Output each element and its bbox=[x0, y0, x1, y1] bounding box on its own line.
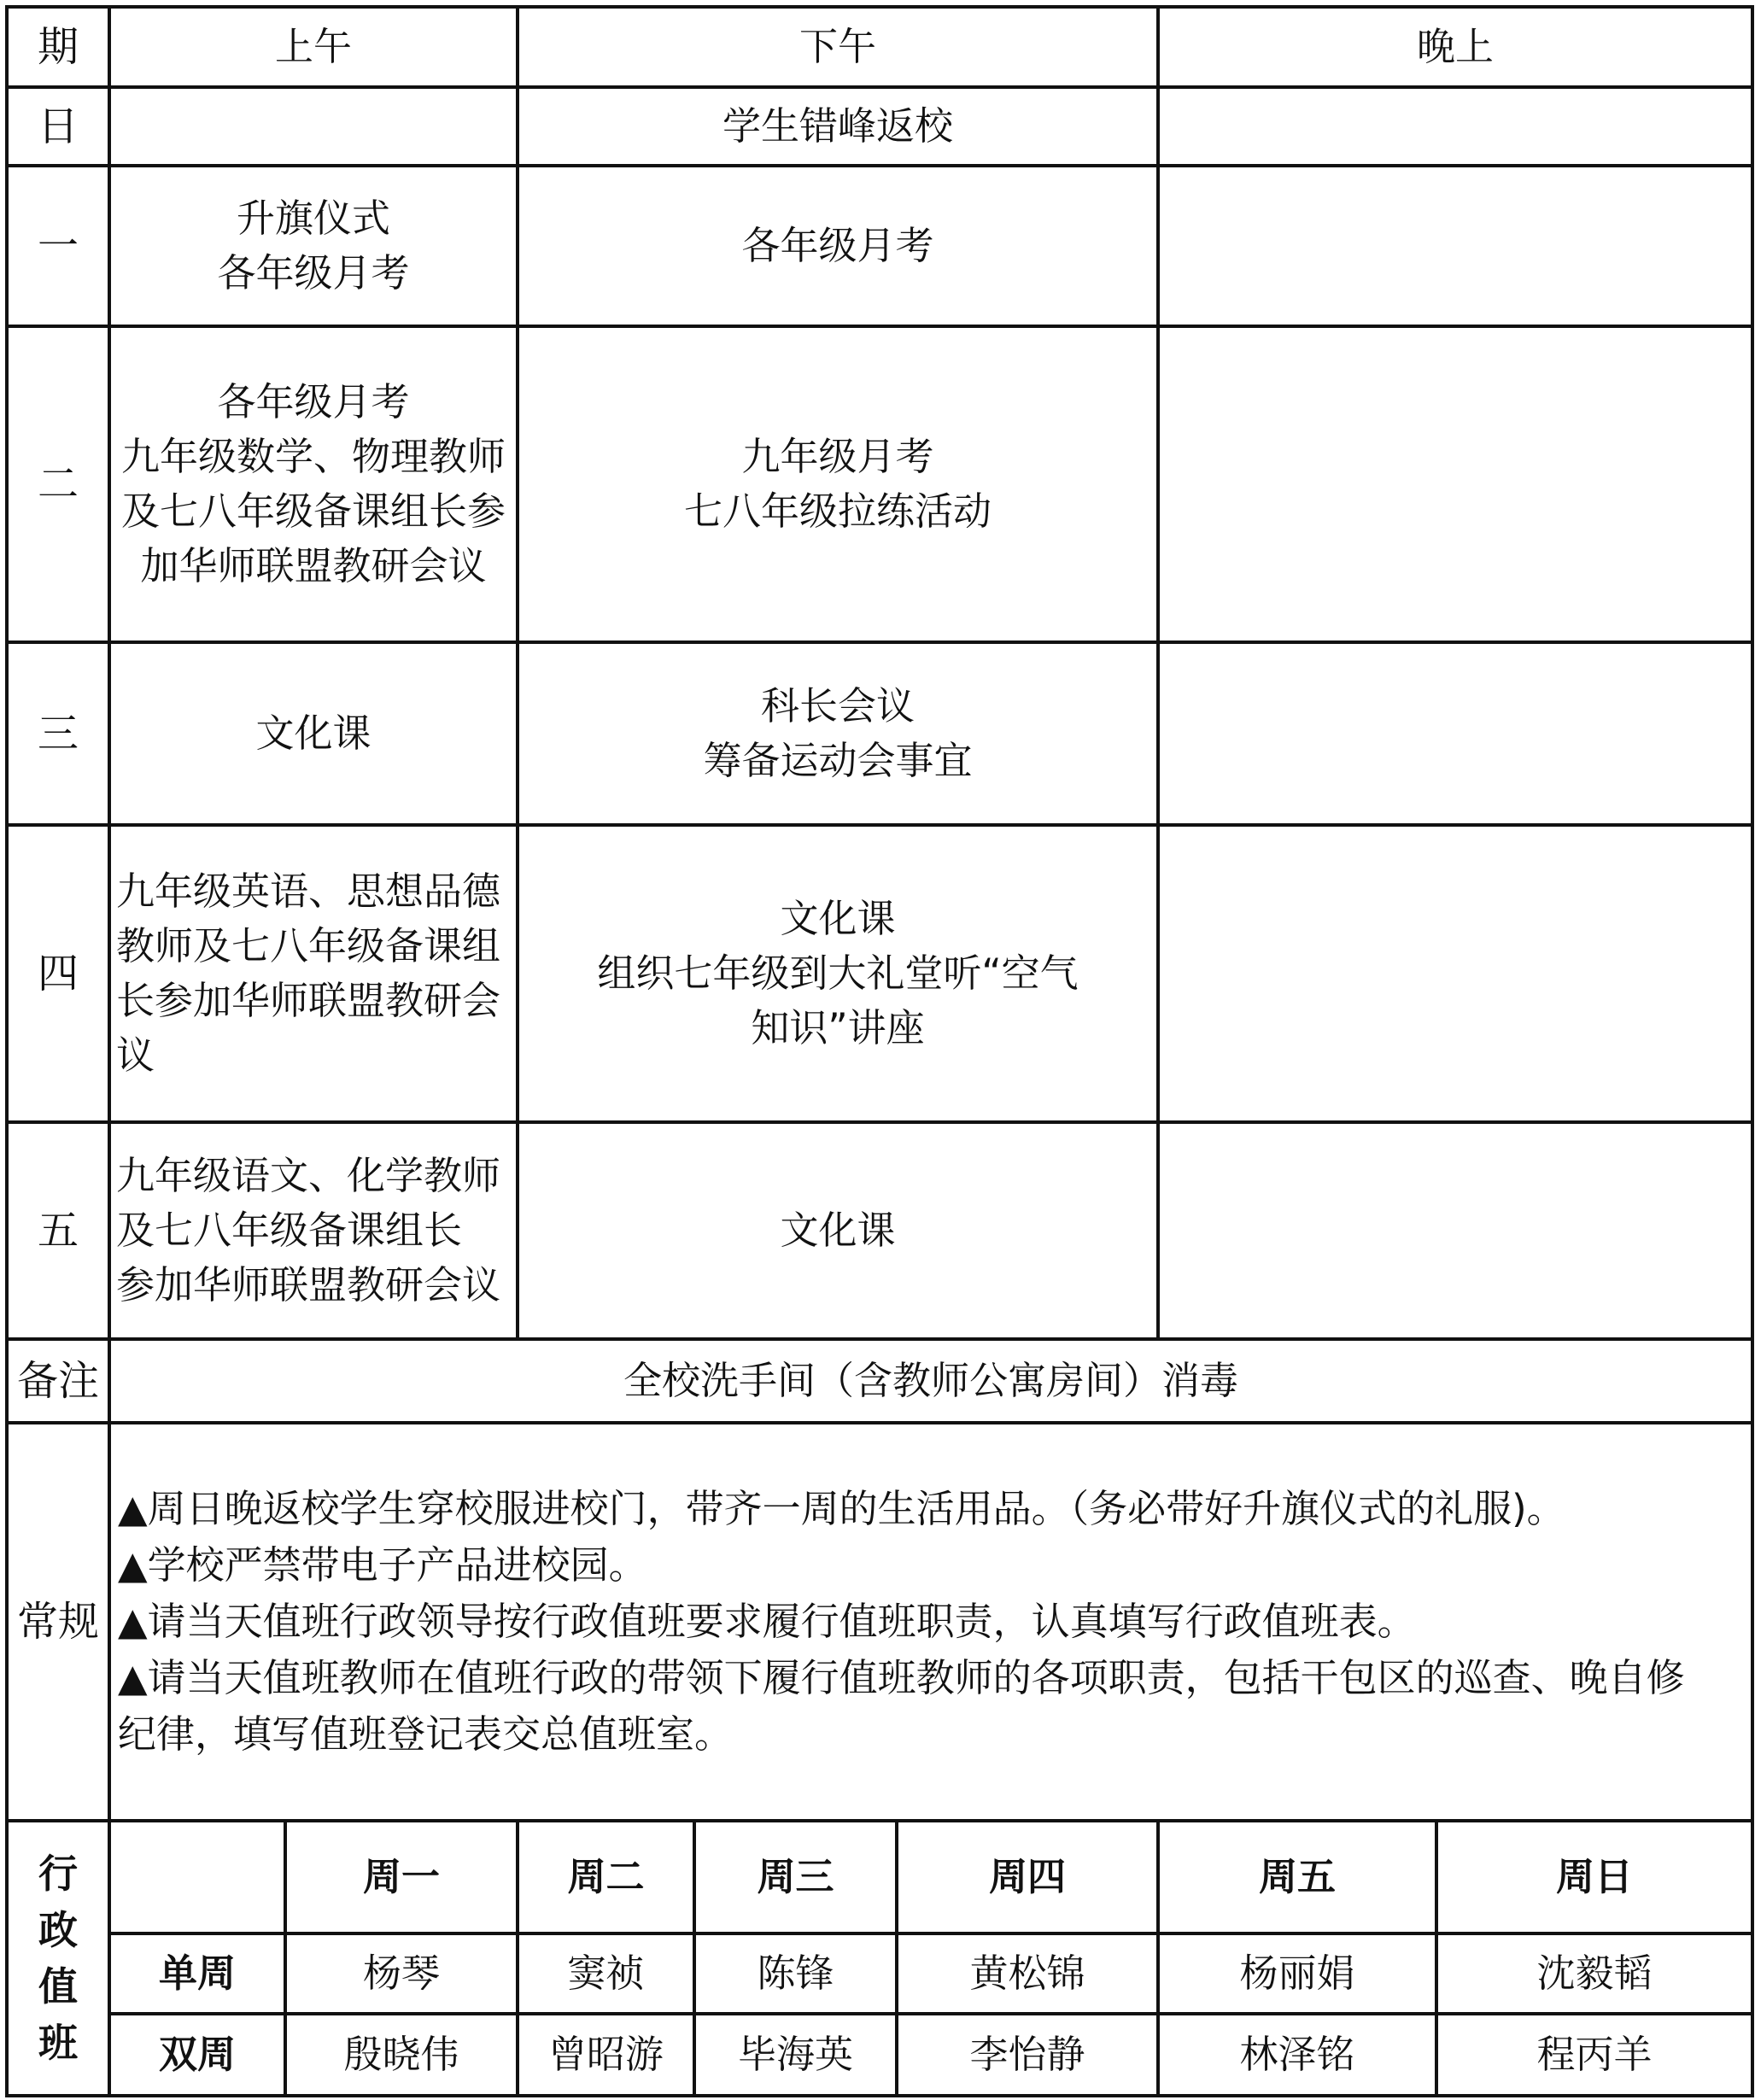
text-line: 议 bbox=[116, 1032, 155, 1078]
duty-name: 李怡静 bbox=[897, 2014, 1158, 2096]
day-label: 二 bbox=[7, 326, 109, 642]
remark-label: 备注 bbox=[7, 1339, 109, 1423]
row-monday bbox=[7, 166, 1752, 326]
duty-name: 殷晓伟 bbox=[285, 2014, 518, 2096]
remark-text: 全校洗手间（含教师公寓房间）消毒 bbox=[109, 1339, 1752, 1423]
duty-roster-table bbox=[5, 1819, 1754, 2097]
text-line: 组织七年级到大礼堂听“空气 bbox=[597, 951, 1079, 996]
text-line: 加华师联盟教研会议 bbox=[140, 543, 487, 588]
header-morning: 上午 bbox=[109, 7, 518, 87]
routine-line: ▲请当天值班教师在值班行政的带领下履行值班教师的各项职责，包括干包区的巡查、晚自修 bbox=[118, 1655, 1685, 1700]
text-line: 九年级语文、化学教师 bbox=[116, 1153, 501, 1198]
row-thursday bbox=[7, 825, 1752, 1122]
cell-morning bbox=[109, 87, 518, 166]
row-sunday bbox=[7, 87, 1752, 166]
text-line: 参加华师联盟教研会议 bbox=[116, 1262, 501, 1307]
duty-name: 杨琴 bbox=[285, 1933, 518, 2014]
routine-line: 纪律，填写值班登记表交总值班室。 bbox=[118, 1711, 734, 1757]
routine-line: ▲学校严禁带电子产品进校园。 bbox=[118, 1542, 647, 1588]
text-line: 九年级英语、思想品德 bbox=[116, 869, 501, 914]
text-line: 九年级数学、物理教师 bbox=[120, 434, 506, 479]
duty-label bbox=[7, 1821, 109, 2096]
header-evening: 晚上 bbox=[1158, 7, 1752, 87]
duty-name: 沈毅韬 bbox=[1436, 1933, 1752, 2014]
duty-name: 林泽铭 bbox=[1158, 2014, 1436, 2096]
cell-evening bbox=[1158, 1122, 1752, 1339]
text-line: 科长会议 bbox=[760, 683, 915, 728]
day-label: 四 bbox=[7, 825, 109, 1122]
duty-name: 陈锋 bbox=[694, 1933, 897, 2014]
row-wednesday bbox=[7, 642, 1752, 825]
duty-name: 黄松锦 bbox=[897, 1933, 1158, 2014]
duty-label-char: 班 bbox=[38, 2020, 78, 2066]
cell-afternoon: 文化课 bbox=[518, 1122, 1158, 1339]
header-afternoon: 下午 bbox=[518, 7, 1158, 87]
row-routine bbox=[7, 1423, 1752, 1821]
cell-afternoon: 学生错峰返校 bbox=[518, 87, 1158, 166]
cell-evening bbox=[1158, 166, 1752, 326]
duty-label-char: 政 bbox=[38, 1907, 78, 1953]
header-day: 期 bbox=[7, 7, 109, 87]
day-label: 一 bbox=[7, 166, 109, 326]
duty-name: 毕海英 bbox=[694, 2014, 897, 2096]
duty-day-header: 周三 bbox=[694, 1821, 897, 1933]
routine-line: ▲请当天值班行政领导按行政值班要求履行值班职责，认真填写行政值班表。 bbox=[118, 1599, 1416, 1644]
duty-name: 窦祯 bbox=[518, 1933, 694, 2014]
row-remark bbox=[7, 1339, 1752, 1423]
duty-corner bbox=[109, 1821, 285, 1933]
week-type-label: 单周 bbox=[109, 1933, 285, 2014]
duty-label-char: 行 bbox=[38, 1851, 78, 1897]
cell-afternoon bbox=[518, 326, 1158, 642]
text-line: 及七八年级备课组长 bbox=[116, 1208, 463, 1253]
duty-day-header: 周五 bbox=[1158, 1821, 1436, 1933]
duty-label-char: 值 bbox=[38, 1963, 78, 2009]
week-type-label: 双周 bbox=[109, 2014, 285, 2096]
duty-day-header: 周二 bbox=[518, 1821, 694, 1933]
day-label: 日 bbox=[7, 87, 109, 166]
duty-day-header: 周日 bbox=[1436, 1821, 1752, 1933]
day-label: 五 bbox=[7, 1122, 109, 1339]
duty-name: 程丙羊 bbox=[1436, 2014, 1752, 2096]
duty-day-header: 周四 bbox=[897, 1821, 1158, 1933]
text-line: 文化课 bbox=[780, 896, 896, 941]
cell-morning bbox=[109, 166, 518, 326]
duty-name: 杨丽娟 bbox=[1158, 1933, 1436, 2014]
text-line: 知识”讲座 bbox=[751, 1005, 925, 1050]
row-friday bbox=[7, 1122, 1752, 1339]
text-line: 长参加华师联盟教研会 bbox=[116, 978, 501, 1023]
text-line: 九年级月考 bbox=[741, 434, 934, 479]
cell-evening bbox=[1158, 642, 1752, 825]
text-line: 筹备运动会事宜 bbox=[703, 738, 973, 783]
routine-notes bbox=[109, 1423, 1752, 1821]
cell-morning bbox=[109, 825, 518, 1122]
cell-morning: 文化课 bbox=[109, 642, 518, 825]
row-tuesday bbox=[7, 326, 1752, 642]
cell-afternoon: 各年级月考 bbox=[518, 166, 1158, 326]
cell-evening bbox=[1158, 87, 1752, 166]
cell-afternoon bbox=[518, 642, 1158, 825]
text-line: 教师及七八年级备课组 bbox=[116, 923, 501, 968]
text-line: 升旗仪式 bbox=[236, 196, 390, 241]
routine-line: ▲周日晚返校学生穿校服进校门，带齐一周的生活用品。（务必带好升旗仪式的礼服)。 bbox=[118, 1486, 1565, 1531]
duty-row-single bbox=[7, 1933, 1752, 2014]
text-line: 七八年级拉练活动 bbox=[683, 488, 992, 534]
cell-morning bbox=[109, 326, 518, 642]
duty-row-double bbox=[7, 2014, 1752, 2096]
text-line: 各年级月考 bbox=[217, 379, 410, 424]
duty-name: 曾昭游 bbox=[518, 2014, 694, 2096]
cell-morning bbox=[109, 1122, 518, 1339]
text-line: 各年级月考 bbox=[217, 250, 410, 295]
duty-day-header: 周一 bbox=[285, 1821, 518, 1933]
cell-evening bbox=[1158, 326, 1752, 642]
header-row bbox=[7, 7, 1752, 87]
duty-header-row bbox=[7, 1821, 1752, 1933]
cell-evening bbox=[1158, 825, 1752, 1122]
day-label: 三 bbox=[7, 642, 109, 825]
text-line: 及七八年级备课组长参 bbox=[120, 488, 506, 534]
weekly-schedule-table bbox=[5, 5, 1754, 1822]
cell-afternoon bbox=[518, 825, 1158, 1122]
routine-label: 常规 bbox=[7, 1423, 109, 1821]
